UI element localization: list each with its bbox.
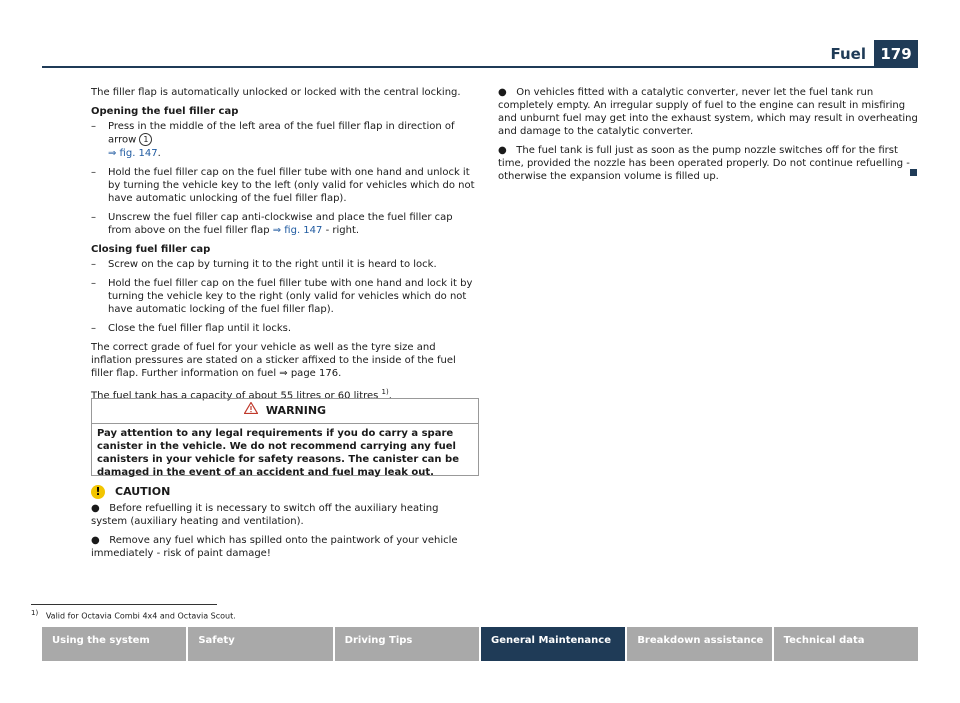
closing-heading: Closing fuel filler cap xyxy=(91,243,211,255)
page-header xyxy=(42,40,918,68)
page-title: Fuel xyxy=(830,45,866,63)
opening-step-2: – Hold the fuel filler cap on the fuel filler tube with one hand and unlock it by turning the vehicle key to the left (only valid for vehicles which do not have automatic unlocking of the fuel filler flap). xyxy=(91,166,475,204)
caution-section xyxy=(91,485,477,566)
right-column xyxy=(498,86,918,189)
warning-body: Pay attention to any legal requirements if you do carry a spare canister in the vehicle. We do not recommend carrying any fuel canisters in your vehicle for safety reasons. The canister can be damaged in the event of an accident and fuel may leak out. xyxy=(97,428,459,478)
nav-tab-driving-tips[interactable]: Driving Tips xyxy=(335,627,479,661)
section-end-mark xyxy=(910,169,917,176)
fuel-grade-text: The correct grade of fuel for your vehicle as well as the tyre size and inflation pressures are stated on a sticker affixed to the inside of the fuel filler flap. Further information on fuel ⇒ page 176. xyxy=(91,341,456,379)
warning-title: WARNING xyxy=(265,404,327,417)
arrow-marker: 1 xyxy=(139,133,152,146)
header-rule xyxy=(42,66,876,68)
exclamation-icon: ! xyxy=(91,485,105,499)
nav-tab-safety[interactable]: Safety xyxy=(188,627,332,661)
closing-step-3: – Close the fuel filler flap until it locks. xyxy=(91,322,292,334)
left-column xyxy=(91,86,477,408)
warning-triangle-icon xyxy=(244,399,258,423)
warning-header xyxy=(92,399,478,424)
caution-title: CAUTION xyxy=(115,485,171,498)
closing-step-2: – Hold the fuel filler cap on the fuel filler tube with one hand and lock it by turning the vehicle key to the right (only valid for vehicles which do not have automatic locking of the fuel filler flap). xyxy=(91,277,473,315)
warning-box xyxy=(91,398,479,476)
intro-text: The filler flap is automatically unlocked or locked with the central locking. xyxy=(91,87,461,98)
tank-capacity-text: The fuel tank has a capacity of about 55 litres or 60 litres $^{1)}$. xyxy=(91,387,392,401)
footnote: $^{1)}$ Valid for Octavia Combi 4x4 and Octavia Scout. xyxy=(31,609,236,621)
figure-link[interactable]: ⇒ fig. 147 xyxy=(108,147,158,159)
caution-bullet: ● Remove any fuel which has spilled onto the paintwork of your vehicle immediately - risk of paint damage! xyxy=(91,535,458,559)
caution-header xyxy=(91,485,477,499)
caution-bullet: ● Before refuelling it is necessary to switch off the auxiliary heating system (auxiliary heating and ventilation). xyxy=(91,503,439,527)
footnote-rule xyxy=(31,604,217,605)
nav-tab-using-the-system[interactable]: Using the system xyxy=(42,627,186,661)
nav-tab-general-maintenance[interactable]: General Maintenance xyxy=(481,627,625,661)
nav-tab-technical-data[interactable]: Technical data xyxy=(774,627,918,661)
closing-step-1: – Screw on the cap by turning it to the right until it is heard to lock. xyxy=(91,258,437,270)
opening-heading: Opening the fuel filler cap xyxy=(91,106,239,117)
right-bullet: ● On vehicles fitted with a catalytic converter, never let the fuel tank run completely empty. An irregular supply of fuel to the engine can result in misfiring and unburnt fuel may get into the exhaust system, which may result in overheating and damage to the catalytic converter. xyxy=(498,87,918,137)
nav-tab-breakdown-assistance[interactable]: Breakdown assistance xyxy=(627,627,771,661)
opening-step-3: – Unscrew the fuel filler cap anti-clockwise and place the fuel filler cap from above on the fuel filler flap ⇒ fig. 147 - right. xyxy=(91,211,453,236)
bottom-nav xyxy=(42,627,918,661)
opening-step-1: – Press in the middle of the left area of the fuel filler flap in direction of arrow 1 ⇒ fig. 147. xyxy=(91,121,455,159)
figure-link[interactable]: ⇒ fig. 147 xyxy=(272,224,323,236)
page-number: 179 xyxy=(874,40,918,68)
right-bullet: ● The fuel tank is full just as soon as the pump nozzle switches off for the first time, provided the nozzle has been operated properly. Do not continue refuelling - otherwise the expansion volume is filled up. xyxy=(498,145,910,182)
